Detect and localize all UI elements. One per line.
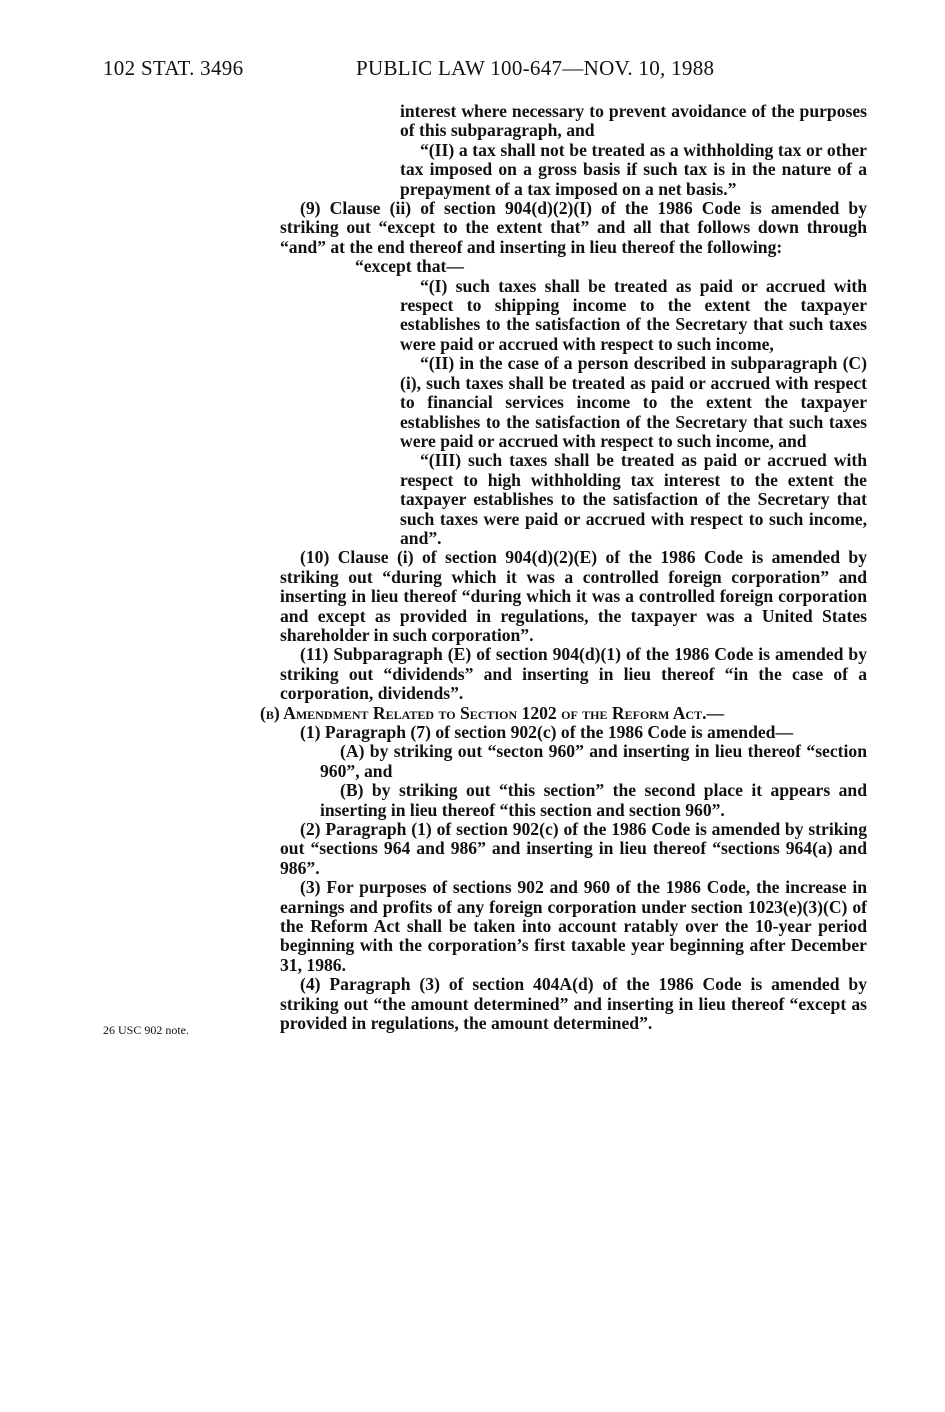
paragraph-b-3: (3) For purposes of sections 902 and 960 of the 1986 Code, the increase in earnings and profits of any foreign corporation under section 1023(e)(3)(C) of the Reform Act shall be taken into account ratably over the 10-year period beginning with the corporation’s first taxable year beginning after December 31, 1986.: [280, 877, 867, 975]
paragraph-except-I: “(I) such taxes shall be treated as paid or accrued with respect to shipping income to the extent the taxpayer establishes to the satisfaction of the Secretary that such taxes were paid or accrued with respect to such income,: [400, 275, 867, 354]
paragraph-10: (10) Clause (i) of section 904(d)(2)(E) of the 1986 Code is amended by striking out “during which it was a controlled foreign corporation” and inserting in lieu thereof “during which it was a controlled foreign corporation and except as provided in regulations, the taxpayer was a United States shareholder in such corporation”.: [280, 547, 867, 645]
paragraph-subclause-II: “(II) a tax shall not be treated as a withholding tax or other tax imposed on a gross basis if such tax is in the nature of a prepayment of a tax imposed on a net basis.”: [400, 139, 867, 199]
paragraph-b-1: (1) Paragraph (7) of section 902(c) of the 1986 Code is amended—: [300, 722, 794, 742]
paragraph-b-1-B: (B) by striking out “this section” the second place it appears and inserting in lieu thereof “this section and section 960”.: [320, 780, 867, 820]
paragraph-b-4: (4) Paragraph (3) of section 404A(d) of the 1986 Code is amended by striking out “the amount determined” and inserting in lieu thereof “except as provided in regulations, the amount determined”.: [280, 974, 867, 1034]
margin-note: 26 USC 902 note.: [103, 1023, 190, 1037]
paragraph-except-II: “(II) in the case of a person described in subparagraph (C)(i), such taxes shall be treated as paid or accrued with respect to financial services income to the extent the taxpayer establishes to the satisfaction of the Secretary that such taxes were paid or accrued with respect to such income, and: [400, 353, 867, 451]
paragraph-11: (11) Subparagraph (E) of section 904(d)(1) of the 1986 Code is amended by striking out “dividends” and inserting in lieu thereof “in the case of a corporation, dividends”.: [280, 644, 867, 704]
paragraph-9: (9) Clause (ii) of section 904(d)(2)(I) of the 1986 Code is amended by striking out “except to the extent that” and all that follows down through “and” at the end thereof and inserting in lieu thereof the following:: [280, 198, 867, 257]
paragraph-except-that: “except that—: [355, 256, 464, 277]
paragraph-continuation: interest where necessary to prevent avoidance of the purposes of this subparagraph, and: [400, 101, 867, 141]
paragraph-b-2: (2) Paragraph (1) of section 902(c) of the 1986 Code is amended by striking out “sections 964 and 986” and inserting in lieu thereof “sections 964(a) and 986”.: [280, 819, 867, 878]
paragraph-b-1-A: (A) by striking out “secton 960” and inserting in lieu thereof “section 960”, and: [320, 741, 867, 781]
document-body: [260, 101, 867, 1034]
subsection-b-heading: (b) Amendment Related to Section 1202 of the Reform Act.—: [260, 702, 725, 723]
stat-reference: 102 STAT. 3496: [103, 56, 244, 80]
public-law-title: PUBLIC LAW 100-647—NOV. 10, 1988: [356, 56, 715, 80]
paragraph-except-III: “(III) such taxes shall be treated as paid or accrued with respect to high withholding tax interest to the extent the taxpayer establishes to the satisfaction of the Secretary that such taxes were paid or accrued with respect to such income, and”.: [400, 450, 867, 548]
